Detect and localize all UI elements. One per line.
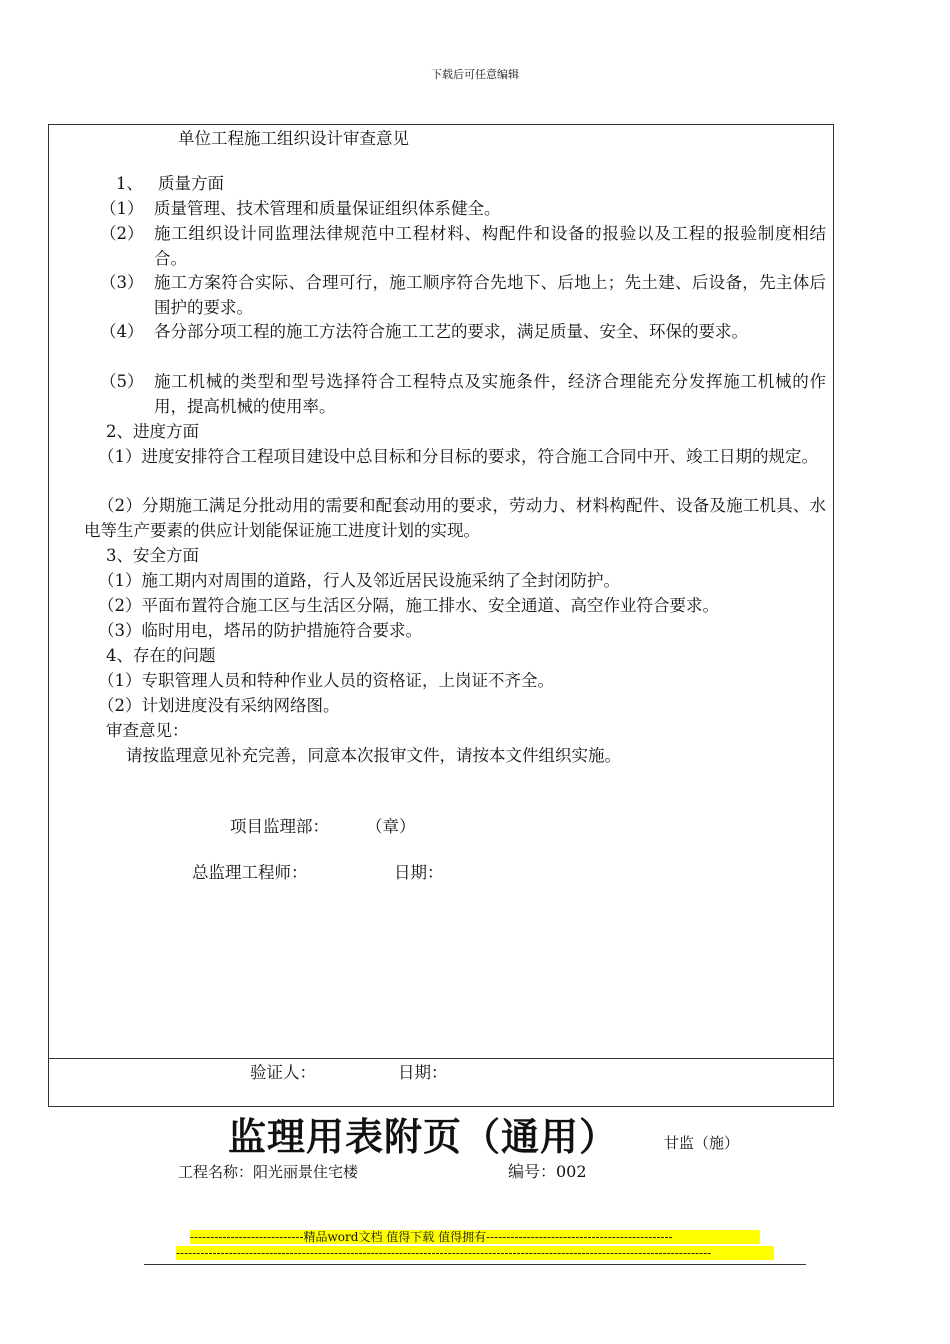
item-number: （5） xyxy=(100,372,144,391)
schedule-para-1: （1）进度安排符合工程项目建设中总目标和分目标的要求，符合施工合同中开、竣工日期的规定。 xyxy=(98,447,818,466)
item-number: （1） xyxy=(100,199,144,218)
footer-rule xyxy=(144,1264,806,1265)
attachment-title: 监理用表附页（通用） xyxy=(228,1114,619,1159)
signature-date-label: 日期： xyxy=(394,863,444,882)
issue-line-1: （1）专职管理人员和特种作业人员的资格证，上岗证不齐全。 xyxy=(98,671,554,690)
item-text: 施工组织设计同监理法律规范中工程材料、构配件和设备的报验以及工程的报验制度相结合。 xyxy=(154,224,826,268)
item-text: 各分部分项工程的施工方法符合施工工艺的要求，满足质量、安全、环保的要求。 xyxy=(154,322,748,341)
project-name: 工程名称：阳光丽景住宅楼 xyxy=(178,1163,359,1181)
review-label: 审查意见： xyxy=(106,721,189,740)
section3-heading: 3、安全方面 xyxy=(106,546,199,565)
quality-item-5 xyxy=(100,370,826,419)
item-text: 质量管理、技术管理和质量保证组织体系健全。 xyxy=(154,199,501,218)
seal-placeholder: （章） xyxy=(366,817,416,836)
supervision-dept-label: 项目监理部： xyxy=(230,817,329,836)
safety-line-2: （2）平面布置符合施工区与生活区分隔，施工排水、安全通道、高空作业符合要求。 xyxy=(98,596,719,615)
safety-line-3: （3）临时用电，塔吊的防护措施符合要求。 xyxy=(98,621,422,640)
quality-item-4 xyxy=(100,320,826,345)
form-code: 甘监（施） xyxy=(664,1134,740,1152)
header-note: 下载后可任意编辑 xyxy=(431,68,519,81)
section2-heading: 2、进度方面 xyxy=(106,422,199,441)
quality-item-1 xyxy=(100,197,826,222)
safety-line-1: （1）施工期内对周围的道路，行人及邻近居民设施采纳了全封闭防护。 xyxy=(98,571,620,590)
document-number: 编号：002 xyxy=(508,1162,587,1181)
schedule-para-2: （2）分期施工满足分批动用的需要和配套动用的要求，劳动力、材料构配件、设备及施工机具、水电等生产要素的供应计划能保证施工进度计划的实现。 xyxy=(84,496,826,540)
section1-number: 1、 xyxy=(116,174,143,193)
download-banner: ----------------------------精品word文档 值得下载 值得拥有---------------------------------------------- xyxy=(190,1230,760,1244)
section4-heading: 4、存在的问题 xyxy=(106,646,216,665)
dash-banner: ------------------------------------------------------------------------------------------------------------------------------------ xyxy=(176,1246,774,1260)
verifier-label: 验证人： xyxy=(250,1063,316,1082)
item-number: （4） xyxy=(100,322,144,341)
item-text: 施工方案符合实际、合理可行，施工顺序符合先地下、后地上；先土建、后设备，先主体后围护的要求。 xyxy=(154,273,826,317)
chief-engineer-label: 总监理工程师： xyxy=(192,863,308,882)
quality-item-3 xyxy=(100,271,826,320)
item-number: （3） xyxy=(100,273,144,292)
section1-heading: 质量方面 xyxy=(158,174,224,193)
issue-line-2: （2）计划进度没有采纳网络图。 xyxy=(98,696,340,715)
verification-date-label: 日期： xyxy=(398,1063,448,1082)
form-divider xyxy=(48,1058,834,1059)
form-title: 单位工程施工组织设计审查意见 xyxy=(178,129,409,148)
item-number: （2） xyxy=(100,224,144,243)
review-text: 请按监理意见补充完善，同意本次报审文件，请按本文件组织实施。 xyxy=(126,746,621,765)
quality-item-2 xyxy=(100,222,826,271)
item-text: 施工机械的类型和型号选择符合工程特点及实施条件，经济合理能充分发挥施工机械的作用，提高机械的使用率。 xyxy=(154,372,826,416)
